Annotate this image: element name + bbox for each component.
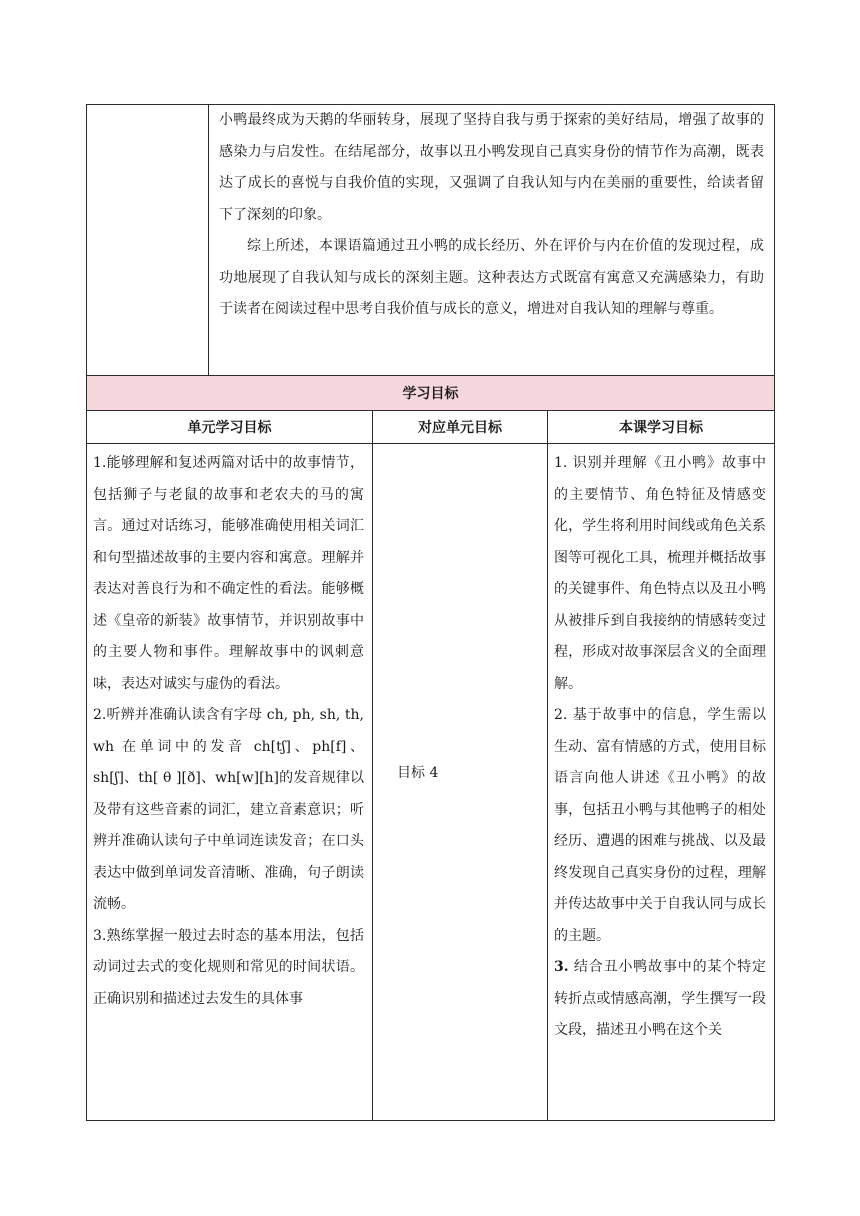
lesson-goal-1-number: 1. bbox=[554, 455, 568, 471]
section-header-row bbox=[87, 376, 775, 411]
unit-goal-2: 2.听辨并准确认读含有字母 ch, ph, sh, th, wh 在单词中的发音 ch[tʃ]、ph[f]、sh[ʃ]、th[ θ ][ð]、wh[w][h]的发音规律以及带有这些音素的词汇，建立音素意识；听辨并准确认读句子中单词连读发音；在口头表达中做到单词发音清晰、准确，句子朗读流畅。 bbox=[93, 707, 364, 912]
analysis-paragraph-1: 小鸭最终成为天鹅的华丽转身，展现了坚持自我与勇于探索的美好结局，增强了故事的感染力与启发性。在结尾部分，故事以丑小鸭发现自己真实身份的情节作为高潮，既表达了成长的喜悦与自我价值的实现，又强调了自我认知与内在美丽的重要性，给读者留下了深刻的印象。 bbox=[219, 112, 765, 223]
lesson-goal-1 bbox=[554, 448, 766, 700]
lesson-goal-3 bbox=[554, 952, 766, 1047]
section-title: 学习目标 bbox=[87, 376, 775, 411]
matching-target: 目标 4 bbox=[397, 765, 439, 781]
matching-target-cell bbox=[373, 444, 548, 1121]
column-header-row bbox=[87, 411, 775, 444]
unit-goal-3: 3.熟练掌握一般过去时态的基本用法，包括动词过去式的变化规则和常见的时间状语。正确识别和描述过去发生的具体事 bbox=[93, 927, 364, 1007]
analysis-label-cell bbox=[87, 105, 209, 376]
analysis-row bbox=[87, 105, 775, 376]
lesson-goal-3-number: 3. bbox=[554, 959, 569, 975]
goals-row bbox=[87, 444, 775, 1121]
column-header-matching: 对应单元目标 bbox=[373, 411, 548, 444]
lesson-goal-2-text: 基于故事中的信息，学生需以生动、富有情感的方式，使用目标语言向他人讲述《丑小鸭》的故事，包括丑小鸭与其他鸭子的相处经历、遭遇的困难与挑战、以及最终发现自己真实身份的过程，理解并传达故事中关于自我认同与成长的主题。 bbox=[554, 707, 767, 944]
column-header-lesson-goals: 本课学习目标 bbox=[548, 411, 775, 444]
lesson-goals-cell bbox=[548, 444, 775, 1121]
lesson-goal-1-text: 识别并理解《丑小鸭》故事中的主要情节、角色特征及情感变化，学生将利用时间线或角色关系图等可视化工具，梳理并概括故事的关键事件、角色特点以及丑小鸭从被排斥到自我接纳的情感转变过程，形成对故事深层含义的全面理解。 bbox=[554, 455, 767, 692]
column-header-unit-goals: 单元学习目标 bbox=[87, 411, 373, 444]
analysis-text-cell bbox=[209, 105, 775, 376]
lesson-goal-3-text: 结合丑小鸭故事中的某个特定转折点或情感高潮，学生撰写一段文段，描述丑小鸭在这个关 bbox=[554, 959, 767, 1038]
lesson-goal-2 bbox=[554, 700, 766, 952]
analysis-paragraph-2: 综上所述，本课语篇通过丑小鸭的成长经历、外在评价与内在价值的发现过程，成功地展现了自我认知与成长的深刻主题。这种表达方式既富有寓意又充满感染力，有助于读者在阅读过程中思考自我价值与成长的意义，增进对自我认知的理解与尊重。 bbox=[219, 238, 765, 317]
lesson-goal-2-number: 2. bbox=[554, 707, 568, 723]
unit-goals-cell bbox=[87, 444, 373, 1121]
unit-goal-1: 1.能够理解和复述两篇对话中的故事情节，包括狮子与老鼠的故事和老农夫的马的寓言。通过对话练习，能够准确使用相关词汇和句型描述故事的主要内容和寓意。理解并表达对善良行为和不确定性的看法。能够概述《皇帝的新装》故事情节，并识别故事中的主要人物和事件。理解故事中的讽刺意味，表达对诚实与虚伪的看法。 bbox=[93, 455, 364, 692]
lesson-plan-table bbox=[86, 104, 775, 1121]
